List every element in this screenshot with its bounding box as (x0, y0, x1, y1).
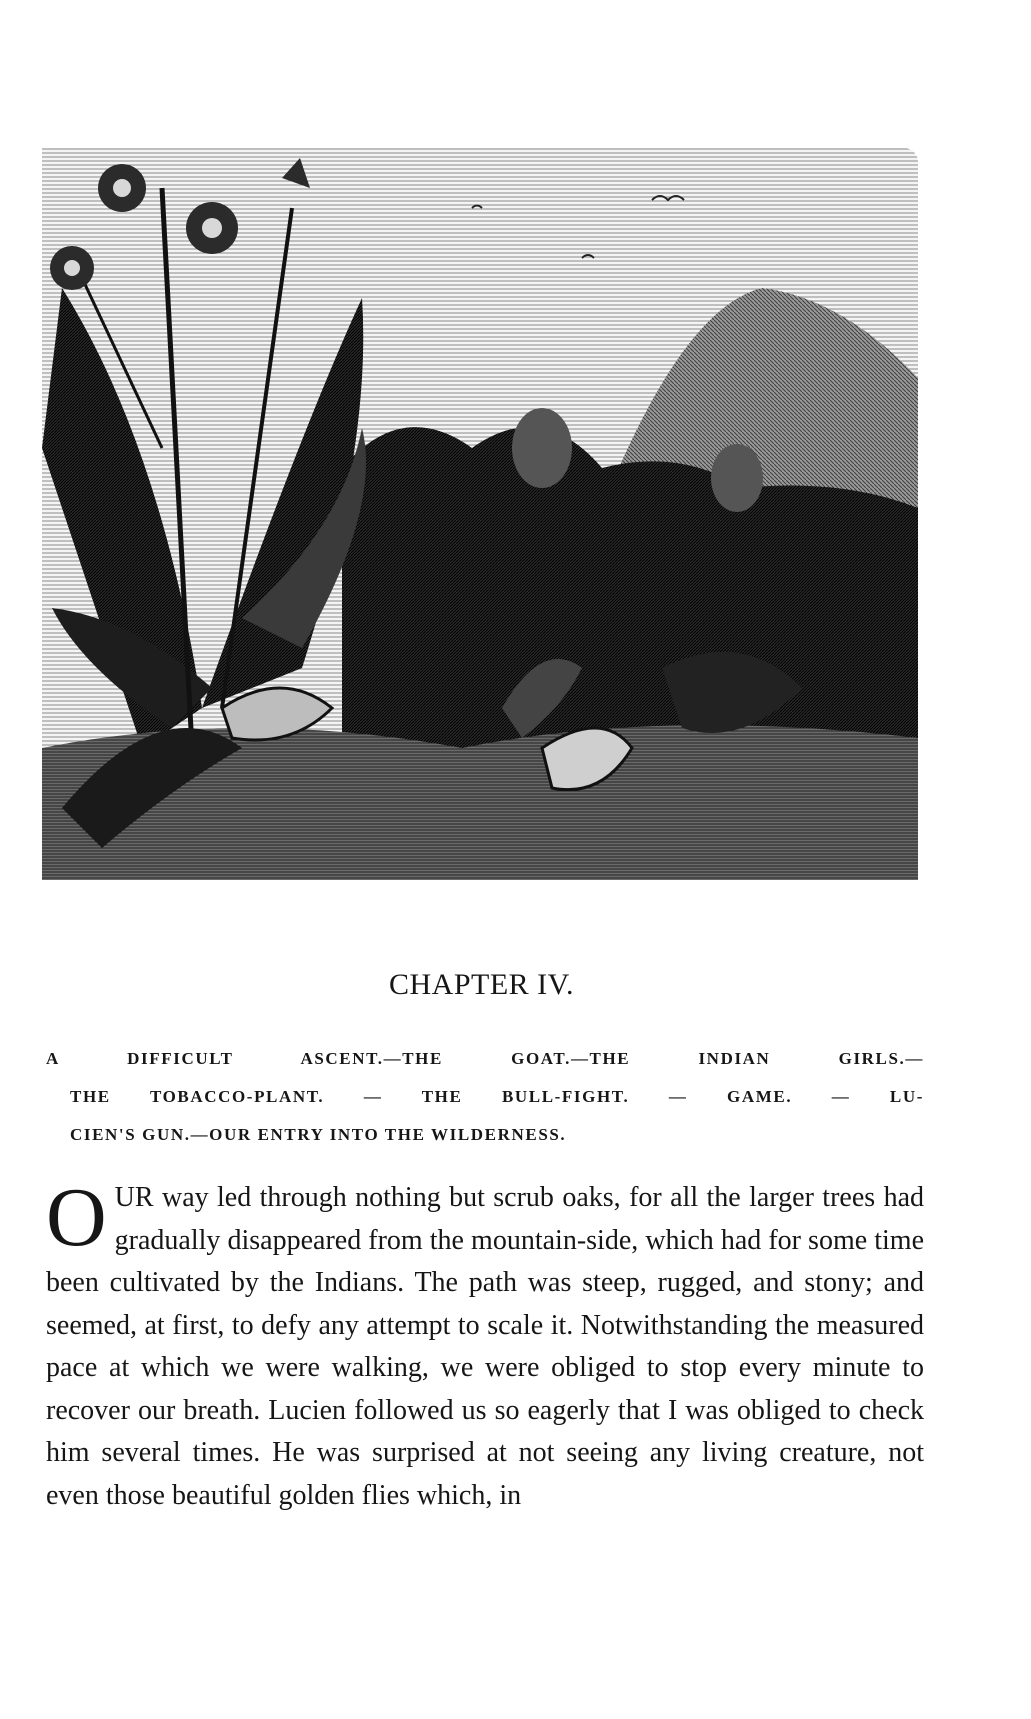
chapter-body (46, 1171, 924, 1517)
summary-line: THE TOBACCO-PLANT. — THE BULL-FIGHT. — GAME. — LU- (70, 1087, 924, 1106)
drop-cap: O (46, 1171, 107, 1264)
chapter-summary (46, 1040, 924, 1154)
engraving-landscape-icon (42, 148, 918, 880)
chapter-illustration (42, 148, 918, 880)
chapter-title: CHAPTER IV. (389, 968, 574, 1001)
body-paragraph-text: UR way led through nothing but scrub oaks, for all the larger trees had gradually disappeared from the mountain-side, which had for some time been cultivated by the Indians. The path was steep, rugged, and stony; and seemed, at first, to defy any attempt to scale it. Notwithstanding the measured pace at which we were walking, we were obliged to stop every minute to recover our breath. Lucien followed us so eagerly that I was obliged to check him several times. He was surprised at not seeing any living creature, not even those beautiful golden flies which, in (46, 1182, 924, 1511)
body-paragraph (46, 1171, 924, 1517)
summary-line: CIEN'S GUN.—OUR ENTRY INTO THE WILDERNESS. (70, 1125, 567, 1144)
summary-line: A DIFFICULT ASCENT.—THE GOAT.—THE INDIAN GIRLS.— (46, 1049, 924, 1068)
